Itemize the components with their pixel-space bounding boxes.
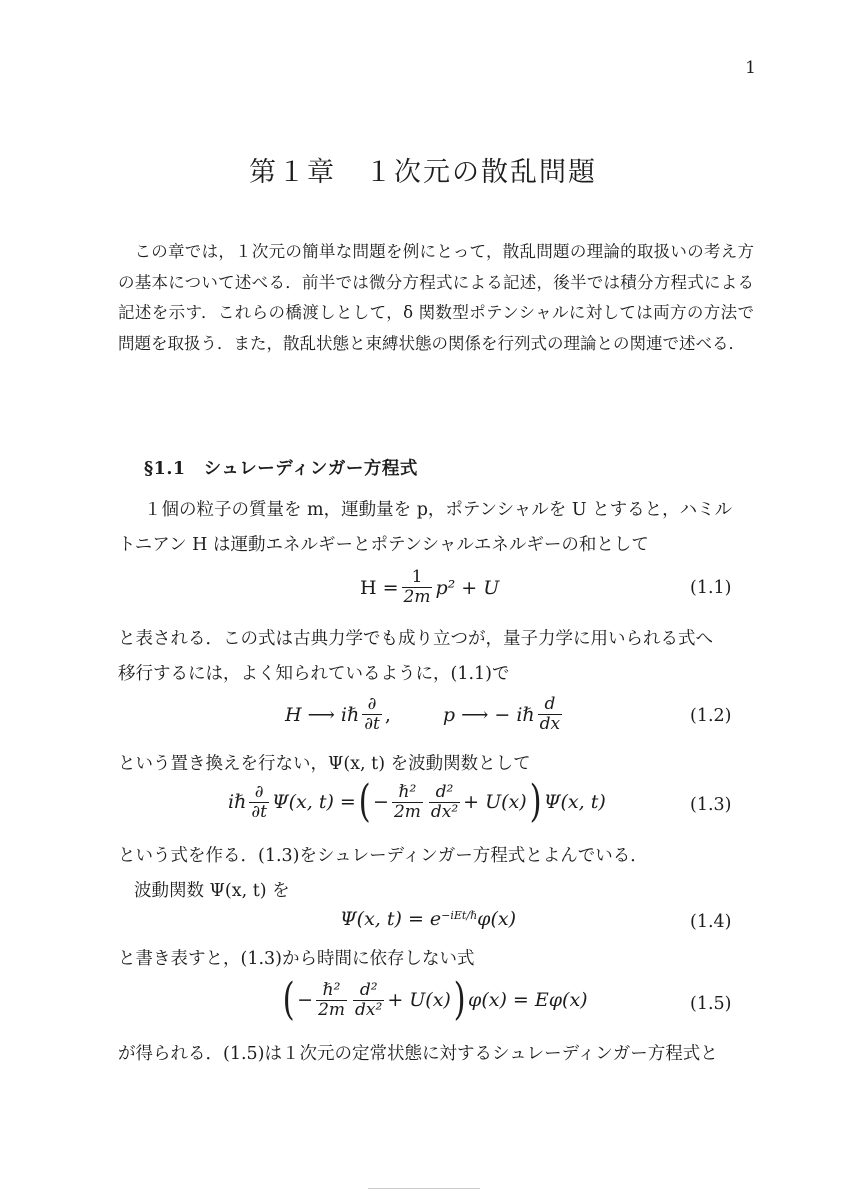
fraction-numerator: d²: [359, 979, 378, 1000]
body-text-line: という式を作る．(1.3)をシュレーディンガー方程式とよんでいる．: [118, 846, 648, 866]
body-text-line: と表される．この式は古典力学でも成り立つが，量子力学に用いられる式へ: [118, 629, 713, 649]
equation-number: (1.3): [690, 795, 732, 815]
body-text-line: という置き換えを行ない，Ψ(x, t) を波動関数として: [118, 754, 531, 774]
fraction-numerator: d²: [435, 781, 454, 802]
fraction: [353, 981, 384, 1020]
left-paren: (: [358, 776, 371, 827]
eq-part: + U(x): [387, 989, 451, 1011]
body-text-line: １個の粒子の質量を m，運動量を p，ポテンシャルを U とすると，ハミル: [144, 500, 733, 520]
fraction-denominator: 2m: [403, 587, 431, 607]
equation-1-4: [340, 908, 516, 930]
fraction: [362, 695, 382, 734]
fraction-denominator: dx: [539, 714, 561, 734]
eq-comma: ,: [384, 703, 391, 726]
eq-superscript: −iEt/ℏ: [441, 908, 478, 922]
fraction-denominator: dx²: [355, 999, 383, 1020]
fraction: [402, 568, 433, 607]
chapter-title: 第１章 １次元の散乱問題: [249, 157, 597, 188]
equation-number: (1.1): [690, 578, 732, 598]
fraction: [429, 783, 460, 822]
eq-part: + U(x): [463, 791, 527, 813]
eq-part: φ(x): [477, 908, 517, 930]
page-bottom-rule: [368, 1188, 480, 1189]
eq-part: φ(x) = Eφ(x): [468, 989, 588, 1011]
body-text-line: トニアン H は運動エネルギーとポテンシャルエネルギーの和として: [118, 535, 649, 555]
body-text-line: と書き表すと，(1.3)から時間に依存しない式: [118, 949, 475, 969]
equation-1-5: [280, 974, 588, 1025]
equation-number: (1.2): [690, 706, 732, 726]
fraction-numerator: ℏ²: [398, 781, 417, 802]
fraction-denominator: ∂t: [364, 714, 380, 734]
eq-part: iℏ: [228, 791, 247, 813]
fraction-numerator: 1: [411, 567, 423, 587]
intro-paragraph: この章では，１次元の簡単な問題を例にとって，散乱問題の理論的取扱いの考え方の基本について述べる．前半では微分方程式による記述，後半では積分方程式による記述を示す．これらの橋渡しとして，δ 関数型ポテンシャルに対しては両方の方法で問題を取扱う．また，散乱状態と束縛状態の関係を行列式の理論との関連で述べる．: [118, 242, 754, 353]
fraction: [392, 783, 423, 822]
fraction: [538, 695, 562, 734]
fraction-numerator: ∂: [254, 781, 264, 802]
right-paren: ): [529, 776, 542, 827]
fraction-numerator: ℏ²: [322, 979, 341, 1000]
eq-part: H ⟶ iℏ: [285, 703, 360, 726]
page-number: 1: [745, 58, 756, 78]
fraction-denominator: 2m: [393, 801, 421, 822]
fraction: [249, 783, 269, 822]
fraction-numerator: d: [544, 694, 556, 714]
eq-minus: −: [297, 989, 314, 1011]
fraction-denominator: dx²: [430, 801, 459, 822]
fraction-denominator: 2m: [318, 999, 346, 1020]
eq-part: Ψ(x, t): [543, 791, 606, 813]
equation-number: (1.4): [690, 912, 732, 932]
fraction: [316, 981, 347, 1020]
section-heading: §1.1 シュレーディンガー方程式: [144, 459, 418, 479]
right-paren: ): [453, 974, 466, 1025]
body-text-line: 移行するには，よく知られているように，(1.1)で: [118, 664, 510, 684]
body-text-line: が得られる．(1.5)は１次元の定常状態に対するシュレーディンガー方程式と: [118, 1044, 718, 1064]
eq-minus: −: [373, 791, 389, 813]
eq-part: p ⟶ − iℏ: [442, 703, 535, 726]
body-text-line: 波動関数 Ψ(x, t) を: [134, 881, 290, 901]
eq-lhs: H =: [360, 576, 399, 599]
eq-rhs: p² + U: [435, 576, 500, 599]
equation-1-2: [285, 695, 565, 734]
equation-number: (1.5): [690, 994, 732, 1014]
equation-1-3: [228, 776, 606, 827]
fraction-denominator: ∂t: [251, 801, 267, 822]
eq-part: Ψ(x, t) = e: [340, 908, 442, 930]
eq-part: Ψ(x, t) =: [271, 791, 356, 813]
left-paren: (: [282, 974, 295, 1025]
fraction-numerator: ∂: [367, 694, 377, 714]
equation-1-1: [360, 568, 499, 607]
